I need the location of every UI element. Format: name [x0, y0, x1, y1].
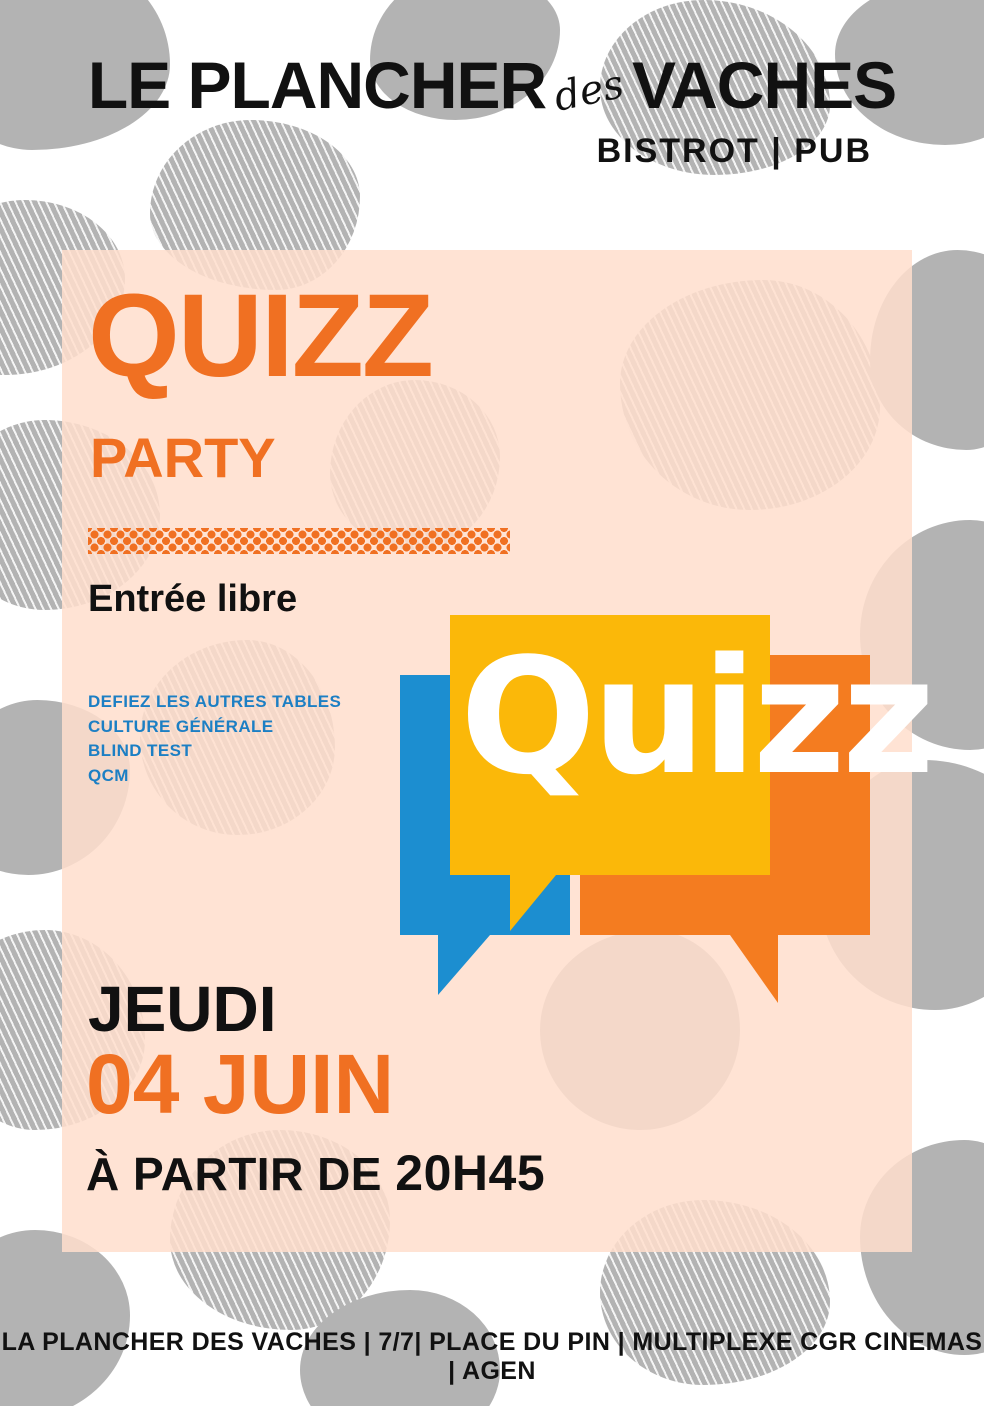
list-item: CULTURE GÉNÉRALE	[88, 716, 274, 736]
brand-name-part1: LE PLANCHER	[87, 48, 547, 122]
event-day: JEUDI	[88, 973, 277, 1045]
list-item: BLIND TEST	[88, 741, 193, 761]
brand-subtitle: BISTROT | PUB	[596, 132, 872, 170]
feature-list	[88, 690, 341, 789]
event-time	[86, 1144, 545, 1202]
footer-info: LA PLANCHER DES VACHES | 7/7| PLACE DU PIN | MULTIPLEXE CGR CINEMAS | AGEN	[1, 1328, 983, 1385]
entry-info: Entrée libre	[88, 578, 298, 620]
dotted-divider	[88, 528, 510, 554]
event-time-prefix: À PARTIR DE	[86, 1148, 396, 1200]
event-subtitle: PARTY	[90, 426, 276, 489]
brand-name-script: des	[550, 61, 629, 121]
brand-name	[0, 48, 984, 122]
event-date: 04 JUIN	[86, 1037, 395, 1131]
brand-name-part2: VACHES	[632, 48, 897, 122]
quizz-logo	[400, 615, 932, 1015]
event-time-value: 20H45	[395, 1145, 546, 1201]
list-item: DEFIEZ LES AUTRES TABLES	[88, 692, 342, 711]
list-item: QCM	[88, 765, 129, 785]
brand-header	[0, 48, 984, 171]
event-title: QUIZZ	[88, 270, 432, 402]
quizz-logo-word: Quizz	[460, 623, 932, 810]
